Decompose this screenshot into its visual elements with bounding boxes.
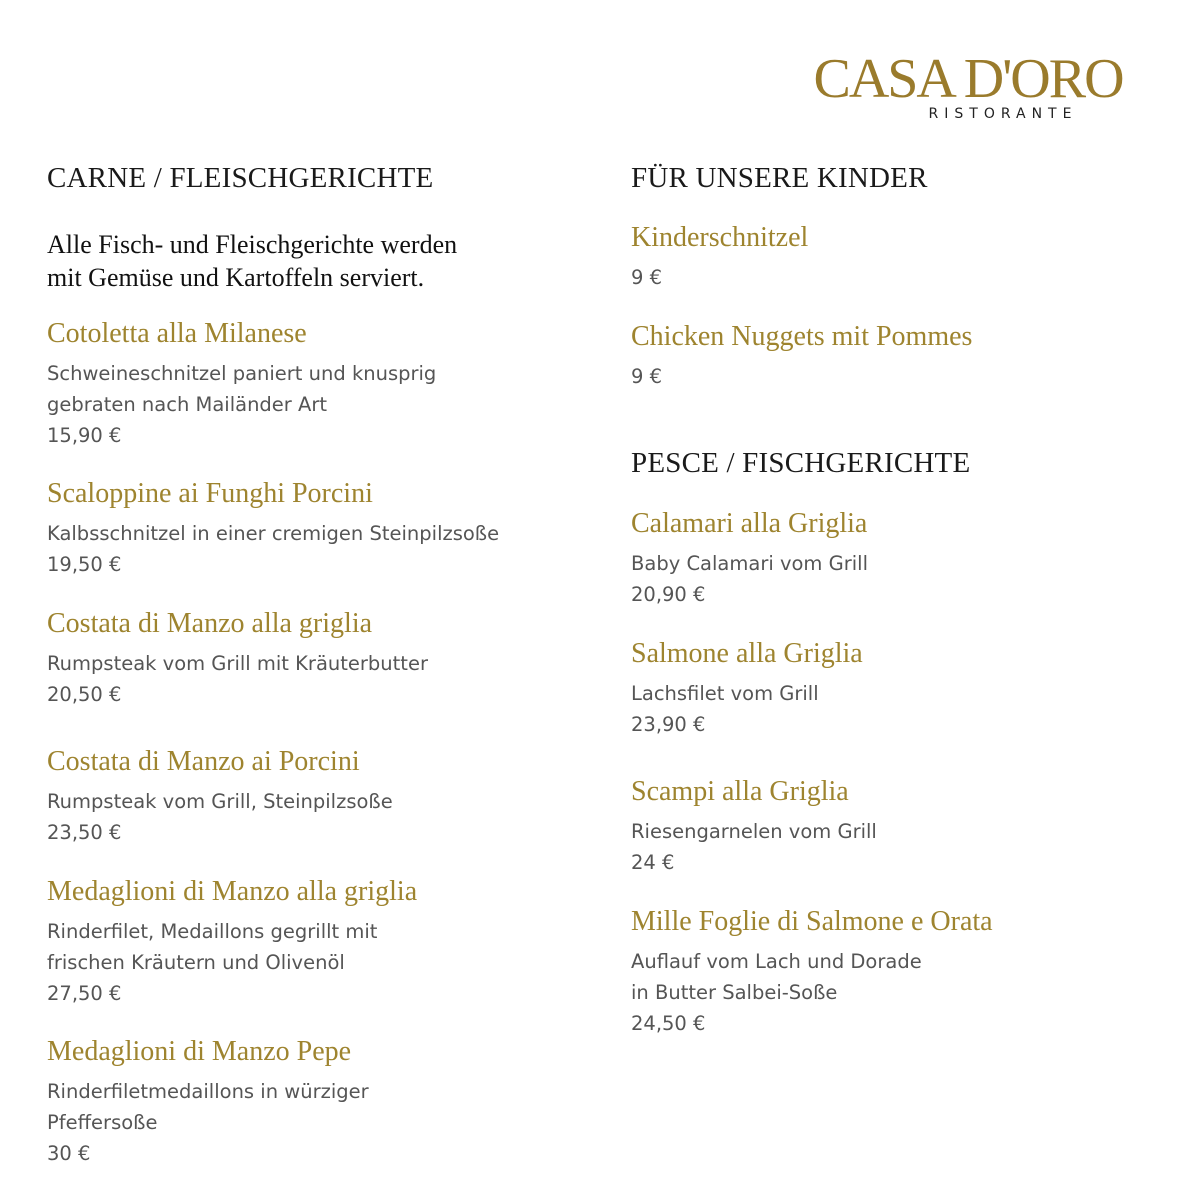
- dish-name: Chicken Nuggets mit Pommes: [631, 321, 973, 352]
- dish-price: 30 €: [47, 1142, 91, 1165]
- dish-name: Medaglioni di Manzo Pepe: [47, 1036, 352, 1067]
- menu-item: [631, 636, 863, 740]
- section-intro: Alle Fisch- und Fleischgerichte werden mit Gemüse und Kartoffeln serviert.: [47, 230, 458, 292]
- dish-description: Kalbsschnitzel in einer cremigen Steinpilzsoße: [47, 522, 500, 545]
- dish-name: Costata di Manzo alla griglia: [47, 608, 373, 639]
- dish-description: Rumpsteak vom Grill mit Kräuterbutter: [47, 652, 428, 675]
- dish-price: 20,50 €: [47, 683, 122, 706]
- logo-subtitle: RISTORANTE: [928, 106, 1078, 122]
- section-title-pesce: PESCE / FISCHGERICHTE: [631, 447, 971, 479]
- menu-item: [47, 1034, 369, 1169]
- dish-name: Costata di Manzo ai Porcini: [47, 746, 360, 777]
- dish-price: 15,90 €: [47, 424, 122, 447]
- dish-name: Medaglioni di Manzo alla griglia: [47, 876, 418, 907]
- dish-price: 9 €: [631, 365, 663, 388]
- dish-description: Auflauf vom Lach und Dorade in Butter Salbei-Soße: [631, 950, 922, 1004]
- dish-name: Scampi alla Griglia: [631, 776, 849, 807]
- dish-description: Schweineschnitzel paniert und knusprig gebraten nach Mailänder Art: [47, 362, 437, 416]
- dish-price: 24 €: [631, 851, 675, 874]
- menu-item: [631, 319, 972, 392]
- dish-price: 9 €: [631, 266, 663, 289]
- restaurant-logo: [798, 50, 1138, 122]
- menu-item: [631, 220, 808, 293]
- section-title-carne: CARNE / FLEISCHGERICHTE: [47, 162, 434, 194]
- menu-item: [47, 744, 393, 848]
- dish-name: Mille Foglie di Salmone e Orata: [631, 906, 993, 937]
- menu-item: [47, 476, 499, 580]
- dish-price: 19,50 €: [47, 553, 122, 576]
- menu-item: [631, 904, 993, 1039]
- section-title-kinder: FÜR UNSERE KINDER: [631, 162, 928, 194]
- dish-description: Baby Calamari vom Grill: [631, 552, 868, 575]
- menu-item: [47, 606, 428, 710]
- dish-price: 23,90 €: [631, 713, 706, 736]
- dish-name: Calamari alla Griglia: [631, 508, 868, 539]
- dish-description: Riesengarnelen vom Grill: [631, 820, 877, 843]
- dish-name: Kinderschnitzel: [631, 222, 809, 253]
- dish-price: 23,50 €: [47, 821, 122, 844]
- dish-description: Rinderfilet, Medaillons gegrillt mit frischen Kräutern und Olivenöl: [47, 920, 378, 974]
- dish-price: 24,50 €: [631, 1012, 706, 1035]
- dish-name: Scaloppine ai Funghi Porcini: [47, 478, 373, 509]
- menu-item: [631, 774, 877, 878]
- menu-item: [47, 874, 417, 1009]
- dish-description: Rumpsteak vom Grill, Steinpilzsoße: [47, 790, 393, 813]
- dish-price: 27,50 €: [47, 982, 122, 1005]
- dish-name: Salmone alla Griglia: [631, 638, 863, 669]
- dish-name: Cotoletta alla Milanese: [47, 318, 307, 349]
- dish-description: Rinderfiletmedaillons in würziger Pfeffersoße: [47, 1080, 369, 1134]
- logo-name: CASA D'ORO: [813, 48, 1123, 110]
- dish-description: Lachsfilet vom Grill: [631, 682, 819, 705]
- menu-item: [47, 316, 436, 451]
- dish-price: 20,90 €: [631, 583, 706, 606]
- menu-item: [631, 506, 868, 610]
